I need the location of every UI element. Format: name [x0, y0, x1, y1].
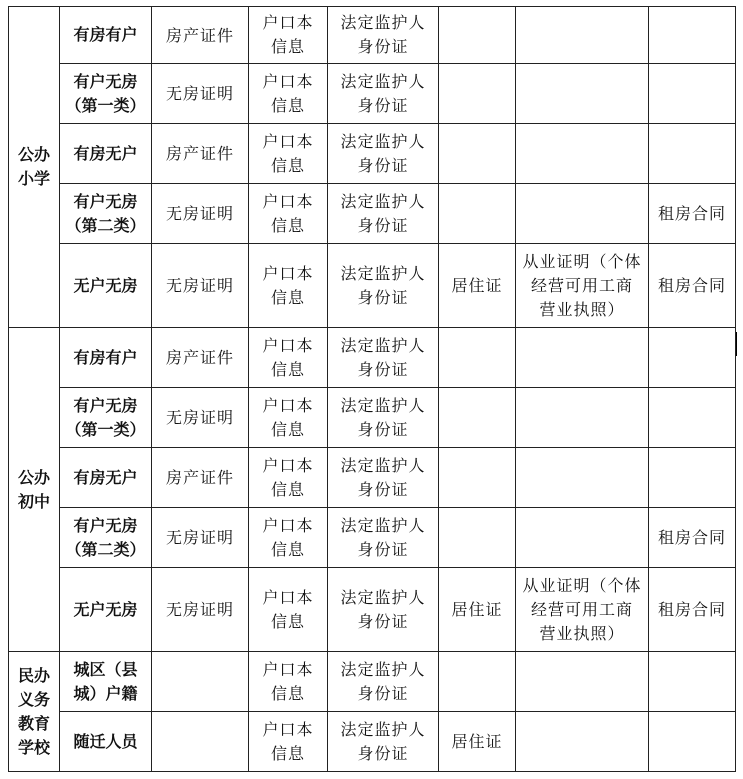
- table-row: [9, 244, 736, 328]
- table-row: [9, 652, 736, 712]
- guardian-id-cell: 法定监护人 身份证: [328, 712, 439, 772]
- household-type-cell: 有户无房 （第一类）: [60, 64, 152, 124]
- guardian-id-cell: 法定监护人 身份证: [328, 568, 439, 652]
- residence-permit-cell: [439, 652, 516, 712]
- table-row: [9, 124, 736, 184]
- hukou-cell: 户口本 信息: [249, 712, 328, 772]
- guardian-id-cell: 法定监护人 身份证: [328, 244, 439, 328]
- rental-contract-cell: [649, 712, 736, 772]
- employment-proof-cell: [516, 328, 649, 388]
- residence-permit-cell: [439, 328, 516, 388]
- table-row: [9, 7, 736, 64]
- property-document-cell: 房产证件: [152, 124, 249, 184]
- residence-permit-cell: [439, 7, 516, 64]
- household-type-cell: 有房无户: [60, 124, 152, 184]
- property-document-cell: 房产证件: [152, 7, 249, 64]
- category-cell: 公办 初中: [9, 328, 60, 652]
- hukou-cell: 户口本 信息: [249, 652, 328, 712]
- residence-permit-cell: [439, 508, 516, 568]
- rental-contract-cell: 租房合同: [649, 568, 736, 652]
- property-document-cell: 无房证明: [152, 568, 249, 652]
- guardian-id-cell: 法定监护人 身份证: [328, 508, 439, 568]
- guardian-id-cell: 法定监护人 身份证: [328, 652, 439, 712]
- household-type-cell: 无户无房: [60, 568, 152, 652]
- guardian-id-cell: 法定监护人 身份证: [328, 184, 439, 244]
- employment-proof-cell: [516, 184, 649, 244]
- residence-permit-cell: 居住证: [439, 244, 516, 328]
- property-document-cell: 房产证件: [152, 448, 249, 508]
- employment-proof-cell: [516, 7, 649, 64]
- table-row: [9, 712, 736, 772]
- household-type-cell: 有房有户: [60, 7, 152, 64]
- residence-permit-cell: [439, 64, 516, 124]
- guardian-id-cell: 法定监护人 身份证: [328, 124, 439, 184]
- table-row: [9, 184, 736, 244]
- household-type-cell: 无户无房: [60, 244, 152, 328]
- table-row: [9, 568, 736, 652]
- hukou-cell: 户口本 信息: [249, 388, 328, 448]
- residence-permit-cell: 居住证: [439, 568, 516, 652]
- table-row: [9, 328, 736, 388]
- hukou-cell: 户口本 信息: [249, 244, 328, 328]
- hukou-cell: 户口本 信息: [249, 184, 328, 244]
- guardian-id-cell: 法定监护人 身份证: [328, 388, 439, 448]
- employment-proof-cell: [516, 508, 649, 568]
- residence-permit-cell: [439, 448, 516, 508]
- household-type-cell: 随迁人员: [60, 712, 152, 772]
- rental-contract-cell: 租房合同: [649, 244, 736, 328]
- hukou-cell: 户口本 信息: [249, 64, 328, 124]
- rental-contract-cell: [649, 328, 736, 388]
- property-document-cell: 无房证明: [152, 64, 249, 124]
- property-document-cell: 无房证明: [152, 388, 249, 448]
- table-row: [9, 388, 736, 448]
- rental-contract-cell: [649, 448, 736, 508]
- residence-permit-cell: 居住证: [439, 712, 516, 772]
- employment-proof-cell: [516, 388, 649, 448]
- property-document-cell: 无房证明: [152, 244, 249, 328]
- hukou-cell: 户口本 信息: [249, 328, 328, 388]
- hukou-cell: 户口本 信息: [249, 448, 328, 508]
- guardian-id-cell: 法定监护人 身份证: [328, 328, 439, 388]
- residence-permit-cell: [439, 184, 516, 244]
- property-document-cell: 无房证明: [152, 184, 249, 244]
- property-document-cell: 房产证件: [152, 328, 249, 388]
- employment-proof-cell: [516, 652, 649, 712]
- rental-contract-cell: [649, 64, 736, 124]
- rental-contract-cell: [649, 652, 736, 712]
- employment-proof-cell: 从业证明（个体 经营可用工商 营业执照）: [516, 568, 649, 652]
- table-row: [9, 448, 736, 508]
- employment-proof-cell: [516, 448, 649, 508]
- hukou-cell: 户口本 信息: [249, 568, 328, 652]
- residence-permit-cell: [439, 124, 516, 184]
- employment-proof-cell: [516, 124, 649, 184]
- rental-contract-cell: [649, 388, 736, 448]
- category-cell: 民办 义务 教育 学校: [9, 652, 60, 772]
- hukou-cell: 户口本 信息: [249, 7, 328, 64]
- household-type-cell: 有房无户: [60, 448, 152, 508]
- table-row: [9, 64, 736, 124]
- rental-contract-cell: 租房合同: [649, 184, 736, 244]
- category-cell: 公办 小学: [9, 7, 60, 328]
- guardian-id-cell: 法定监护人 身份证: [328, 64, 439, 124]
- household-type-cell: 有户无房 （第二类）: [60, 508, 152, 568]
- hukou-cell: 户口本 信息: [249, 124, 328, 184]
- employment-proof-cell: 从业证明（个体 经营可用工商 营业执照）: [516, 244, 649, 328]
- property-document-cell: [152, 652, 249, 712]
- rental-contract-cell: [649, 124, 736, 184]
- hukou-cell: 户口本 信息: [249, 508, 328, 568]
- household-type-cell: 城区（县 城）户籍: [60, 652, 152, 712]
- text-cursor: [736, 332, 737, 356]
- rental-contract-cell: [649, 7, 736, 64]
- household-type-cell: 有户无房 （第二类）: [60, 184, 152, 244]
- employment-proof-cell: [516, 712, 649, 772]
- employment-proof-cell: [516, 64, 649, 124]
- property-document-cell: 无房证明: [152, 508, 249, 568]
- household-type-cell: 有房有户: [60, 328, 152, 388]
- enrollment-documents-table: [8, 6, 736, 772]
- guardian-id-cell: 法定监护人 身份证: [328, 448, 439, 508]
- guardian-id-cell: 法定监护人 身份证: [328, 7, 439, 64]
- household-type-cell: 有户无房 （第一类）: [60, 388, 152, 448]
- table-row: [9, 508, 736, 568]
- rental-contract-cell: 租房合同: [649, 508, 736, 568]
- property-document-cell: [152, 712, 249, 772]
- residence-permit-cell: [439, 388, 516, 448]
